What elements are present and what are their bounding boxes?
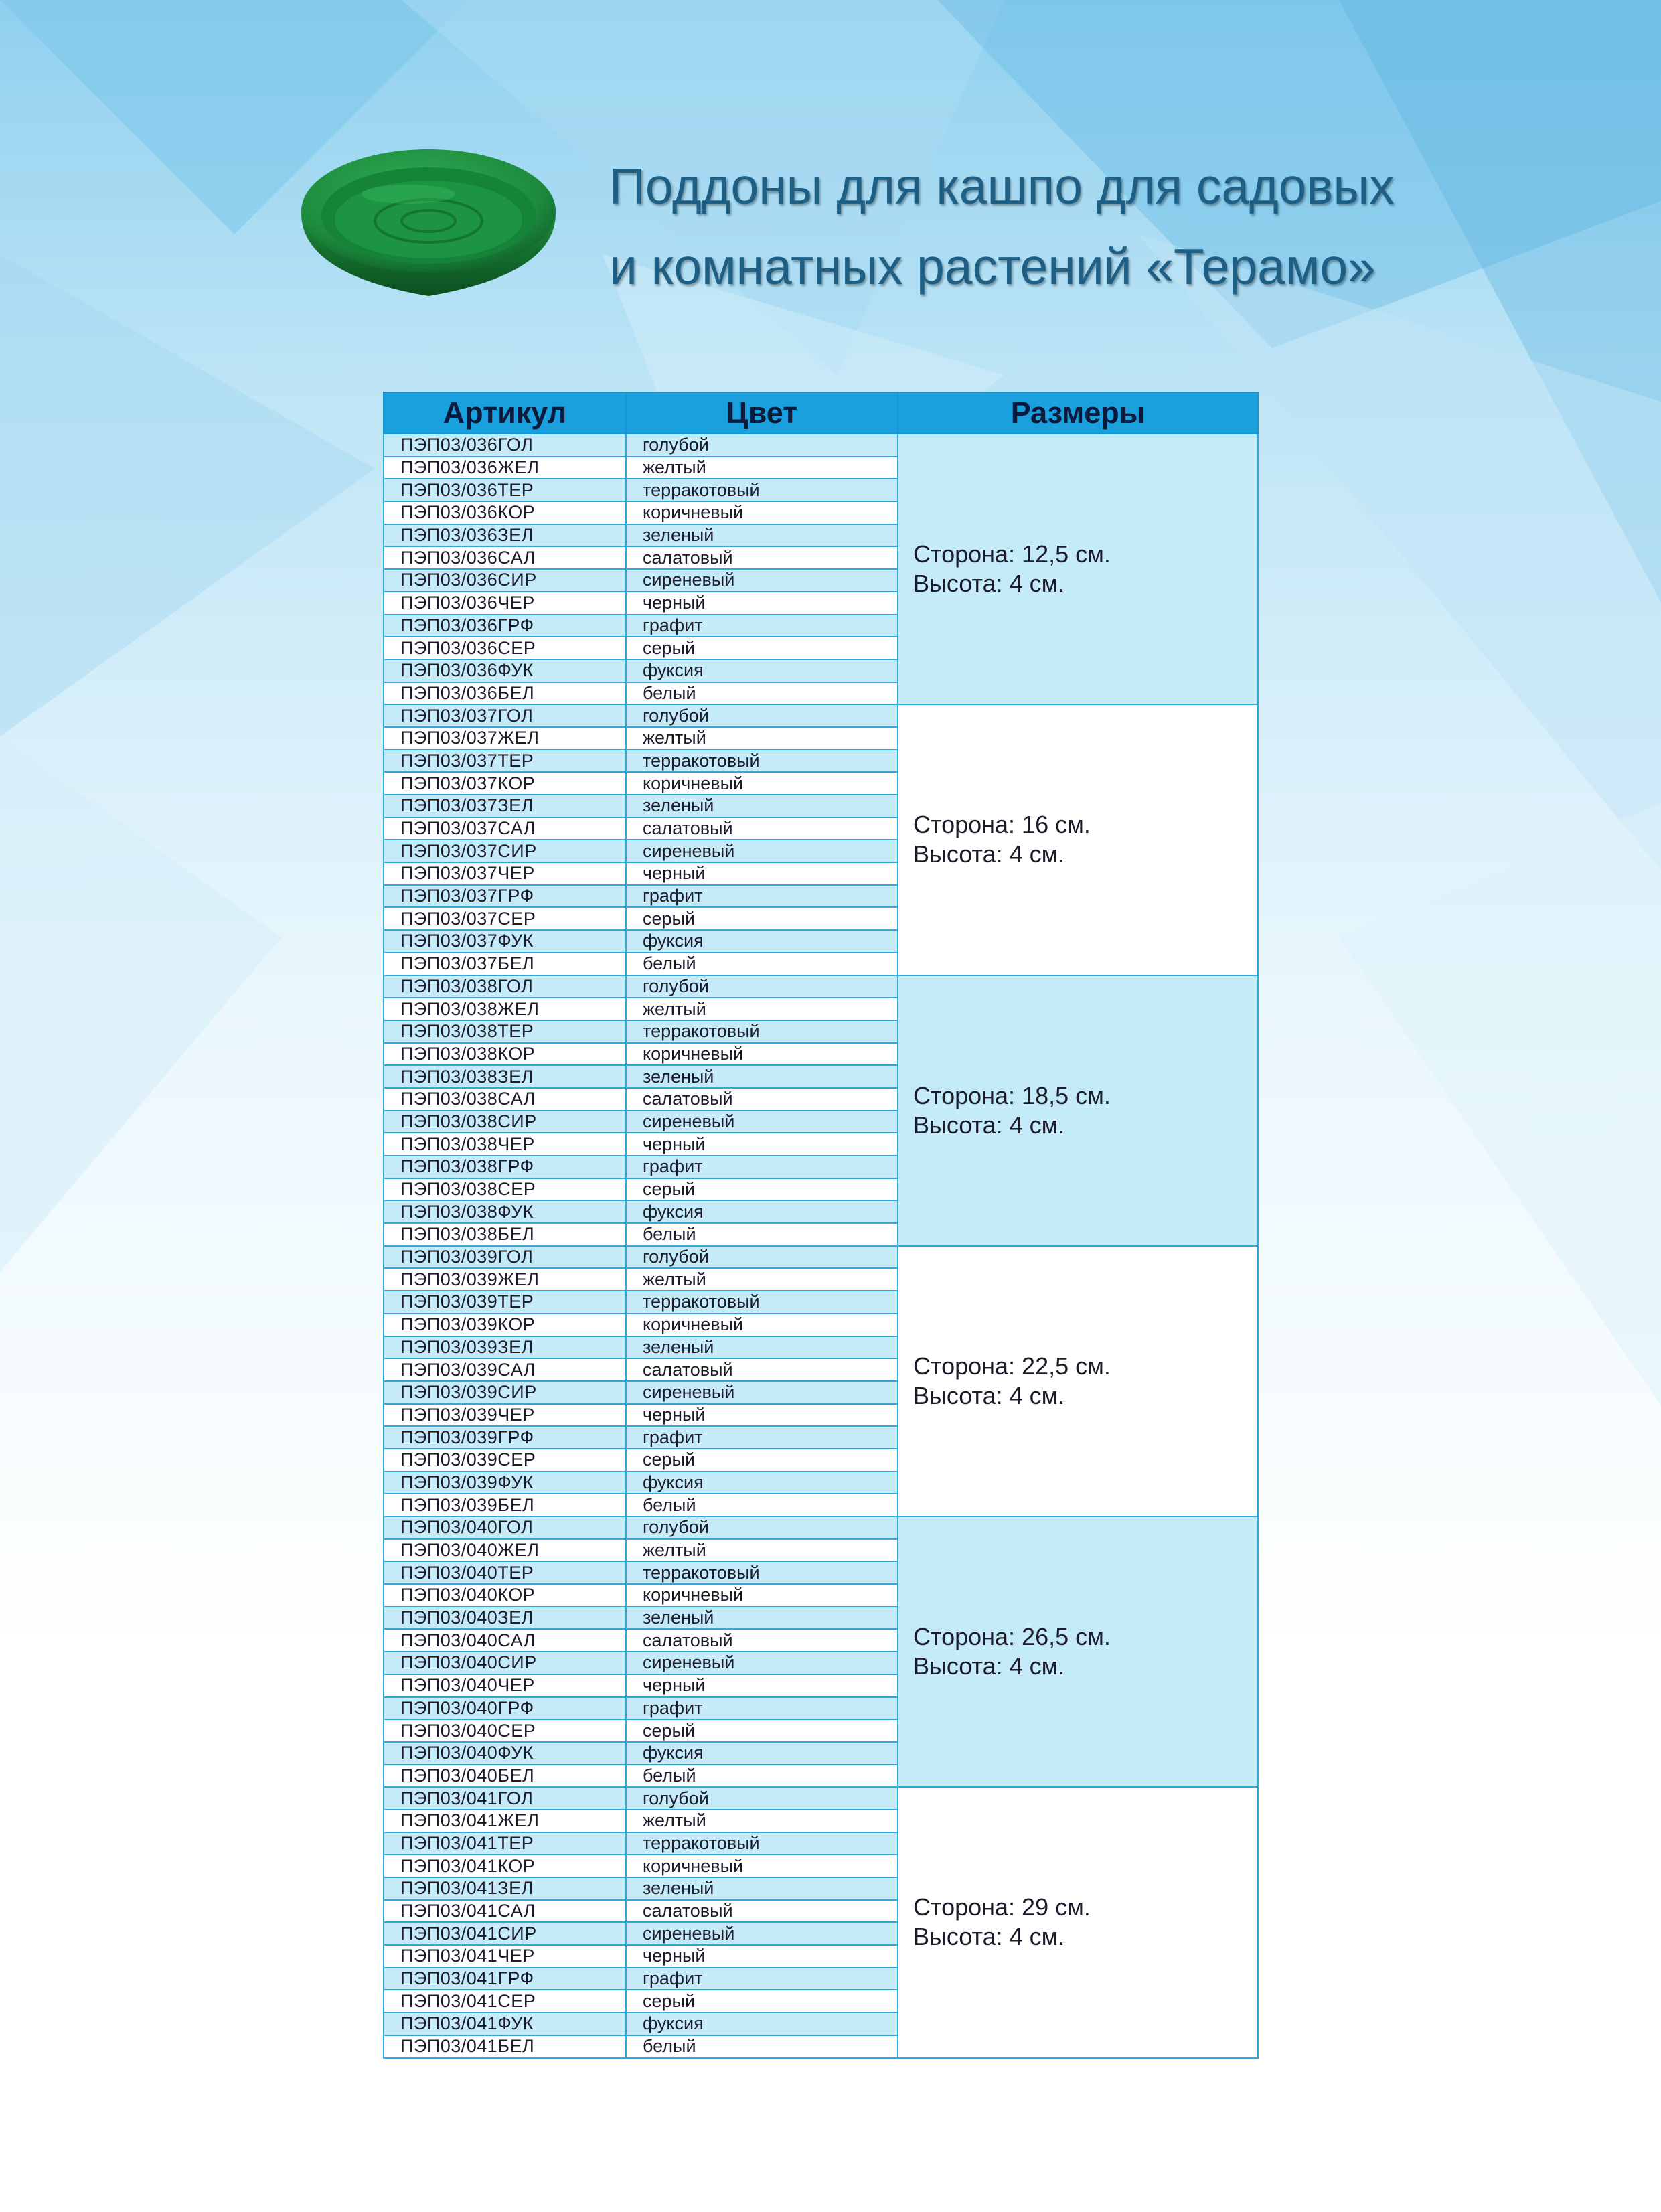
table-row xyxy=(384,1787,1258,1810)
article-cell: ПЭП03/041КОР xyxy=(384,1854,626,1877)
article-cell: ПЭП03/037КОР xyxy=(384,772,626,795)
color-cell: салатовый xyxy=(626,546,898,569)
color-cell: терракотовый xyxy=(626,1020,898,1043)
article-cell: ПЭП03/036ГОЛ xyxy=(384,434,626,457)
size-side: Сторона: 26,5 см. xyxy=(913,1623,1111,1651)
article-cell: ПЭП03/036САЛ xyxy=(384,546,626,569)
table-row xyxy=(384,434,1258,457)
color-cell: графит xyxy=(626,1968,898,1990)
color-cell: черный xyxy=(626,1404,898,1427)
article-cell: ПЭП03/039ФУК xyxy=(384,1472,626,1494)
article-cell: ПЭП03/038ЧЕР xyxy=(384,1133,626,1156)
article-cell: ПЭП03/040ЧЕР xyxy=(384,1674,626,1697)
color-cell: фуксия xyxy=(626,1200,898,1223)
article-cell: ПЭП03/039ГРФ xyxy=(384,1426,626,1449)
article-cell: ПЭП03/038ГОЛ xyxy=(384,975,626,998)
color-cell: голубой xyxy=(626,434,898,457)
color-cell: графит xyxy=(626,1697,898,1720)
article-cell: ПЭП03/039ЗЕЛ xyxy=(384,1336,626,1359)
article-cell: ПЭП03/041СИР xyxy=(384,1922,626,1945)
color-cell: салатовый xyxy=(626,1900,898,1923)
color-cell: терракотовый xyxy=(626,1832,898,1855)
article-cell: ПЭП03/036ТЕР xyxy=(384,479,626,501)
color-cell: коричневый xyxy=(626,1043,898,1066)
size-side: Сторона: 29 см. xyxy=(913,1893,1091,1921)
header-color: Цвет xyxy=(626,392,898,434)
color-cell: сиреневый xyxy=(626,1381,898,1404)
color-cell: желтый xyxy=(626,1268,898,1291)
color-cell: зеленый xyxy=(626,1607,898,1630)
article-cell: ПЭП03/039КОР xyxy=(384,1314,626,1336)
color-cell: терракотовый xyxy=(626,1561,898,1584)
color-cell: сиреневый xyxy=(626,1652,898,1674)
size-side: Сторона: 22,5 см. xyxy=(913,1352,1111,1380)
article-cell: ПЭП03/039СИР xyxy=(384,1381,626,1404)
table-header-row xyxy=(384,392,1258,434)
size-height: Высота: 4 см. xyxy=(913,1111,1065,1139)
article-cell: ПЭП03/037СИР xyxy=(384,840,626,862)
color-cell: зеленый xyxy=(626,1336,898,1359)
color-cell: желтый xyxy=(626,1810,898,1832)
article-cell: ПЭП03/041ФУК xyxy=(384,2012,626,2035)
color-cell: зеленый xyxy=(626,1065,898,1088)
color-cell: серый xyxy=(626,637,898,659)
size-height: Высота: 4 см. xyxy=(913,1923,1065,1951)
size-height: Высота: 4 см. xyxy=(913,840,1065,868)
article-cell: ПЭП03/036ЖЕЛ xyxy=(384,457,626,479)
color-cell: сиреневый xyxy=(626,569,898,592)
color-cell: черный xyxy=(626,1945,898,1968)
article-cell: ПЭП03/040СИР xyxy=(384,1652,626,1674)
color-cell: салатовый xyxy=(626,1358,898,1381)
article-cell: ПЭП03/041ГРФ xyxy=(384,1968,626,1990)
article-cell: ПЭП03/036КОР xyxy=(384,501,626,524)
color-cell: голубой xyxy=(626,1787,898,1810)
color-cell: сиреневый xyxy=(626,1111,898,1133)
color-cell: зеленый xyxy=(626,1877,898,1900)
article-cell: ПЭП03/038БЕЛ xyxy=(384,1223,626,1246)
size-side: Сторона: 16 см. xyxy=(913,811,1091,839)
table-row xyxy=(384,975,1258,998)
article-cell: ПЭП03/037ЧЕР xyxy=(384,862,626,885)
color-cell: зеленый xyxy=(626,524,898,547)
article-cell: ПЭП03/037ГОЛ xyxy=(384,704,626,727)
color-cell: салатовый xyxy=(626,1629,898,1652)
table-row xyxy=(384,1246,1258,1269)
article-cell: ПЭП03/041БЕЛ xyxy=(384,2035,626,2058)
size-side: Сторона: 12,5 см. xyxy=(913,540,1111,568)
article-cell: ПЭП03/037ЖЕЛ xyxy=(384,727,626,750)
color-cell: графит xyxy=(626,885,898,908)
catalog-table xyxy=(383,392,1259,2059)
article-cell: ПЭП03/041ЖЕЛ xyxy=(384,1810,626,1832)
article-cell: ПЭП03/037БЕЛ xyxy=(384,953,626,975)
article-cell: ПЭП03/038СЕР xyxy=(384,1178,626,1201)
article-cell: ПЭП03/038САЛ xyxy=(384,1088,626,1111)
color-cell: терракотовый xyxy=(626,479,898,501)
article-cell: ПЭП03/037ФУК xyxy=(384,930,626,953)
color-cell: терракотовый xyxy=(626,750,898,773)
article-cell: ПЭП03/038КОР xyxy=(384,1043,626,1066)
color-cell: белый xyxy=(626,682,898,705)
size-cell xyxy=(898,1787,1258,2057)
article-cell: ПЭП03/041ЧЕР xyxy=(384,1945,626,1968)
size-cell xyxy=(898,1246,1258,1516)
article-cell: ПЭП03/039САЛ xyxy=(384,1358,626,1381)
color-cell: серый xyxy=(626,1178,898,1201)
color-cell: белый xyxy=(626,1223,898,1246)
color-cell: серый xyxy=(626,907,898,930)
color-cell: зеленый xyxy=(626,795,898,817)
color-cell: фуксия xyxy=(626,930,898,953)
catalog-body xyxy=(384,434,1258,2058)
color-cell: фуксия xyxy=(626,2012,898,2035)
color-cell: фуксия xyxy=(626,1742,898,1765)
color-cell: коричневый xyxy=(626,501,898,524)
color-cell: черный xyxy=(626,1133,898,1156)
color-cell: белый xyxy=(626,1765,898,1788)
article-cell: ПЭП03/040ГОЛ xyxy=(384,1516,626,1539)
table-row xyxy=(384,704,1258,727)
article-cell: ПЭП03/040СЕР xyxy=(384,1719,626,1742)
article-cell: ПЭП03/041ЗЕЛ xyxy=(384,1877,626,1900)
title-line-2: и комнатных растений «Терамо» xyxy=(609,238,1376,295)
article-cell: ПЭП03/039БЕЛ xyxy=(384,1494,626,1516)
article-cell: ПЭП03/038ГРФ xyxy=(384,1156,626,1178)
color-cell: черный xyxy=(626,592,898,615)
color-cell: голубой xyxy=(626,975,898,998)
article-cell: ПЭП03/038ФУК xyxy=(384,1200,626,1223)
size-side: Сторона: 18,5 см. xyxy=(913,1081,1111,1109)
color-cell: голубой xyxy=(626,704,898,727)
color-cell: коричневый xyxy=(626,1314,898,1336)
article-cell: ПЭП03/039СЕР xyxy=(384,1449,626,1472)
article-cell: ПЭП03/036ЧЕР xyxy=(384,592,626,615)
color-cell: коричневый xyxy=(626,1854,898,1877)
color-cell: салатовый xyxy=(626,1088,898,1111)
color-cell: голубой xyxy=(626,1246,898,1269)
article-cell: ПЭП03/036ЗЕЛ xyxy=(384,524,626,547)
article-cell: ПЭП03/040КОР xyxy=(384,1584,626,1607)
saucer-product-image xyxy=(295,141,562,301)
article-cell: ПЭП03/037СЕР xyxy=(384,907,626,930)
article-cell: ПЭП03/039ЖЕЛ xyxy=(384,1268,626,1291)
article-cell: ПЭП03/039ЧЕР xyxy=(384,1404,626,1427)
article-cell: ПЭП03/038ТЕР xyxy=(384,1020,626,1043)
size-cell xyxy=(898,1516,1258,1787)
color-cell: графит xyxy=(626,1426,898,1449)
color-cell: сиреневый xyxy=(626,1922,898,1945)
page-header xyxy=(0,0,1661,375)
article-cell: ПЭП03/040ФУК xyxy=(384,1742,626,1765)
article-cell: ПЭП03/040ГРФ xyxy=(384,1697,626,1720)
color-cell: желтый xyxy=(626,727,898,750)
article-cell: ПЭП03/039ТЕР xyxy=(384,1291,626,1314)
color-cell: белый xyxy=(626,1494,898,1516)
size-height: Высота: 4 см. xyxy=(913,1652,1065,1680)
size-cell xyxy=(898,975,1258,1246)
color-cell: графит xyxy=(626,1156,898,1178)
color-cell: черный xyxy=(626,1674,898,1697)
color-cell: желтый xyxy=(626,998,898,1020)
size-height: Высота: 4 см. xyxy=(913,1381,1065,1409)
article-cell: ПЭП03/037ГРФ xyxy=(384,885,626,908)
article-cell: ПЭП03/038ЖЕЛ xyxy=(384,998,626,1020)
page-title xyxy=(609,146,1395,307)
color-cell: белый xyxy=(626,2035,898,2058)
article-cell: ПЭП03/041ТЕР xyxy=(384,1832,626,1855)
article-cell: ПЭП03/040БЕЛ xyxy=(384,1765,626,1788)
article-cell: ПЭП03/036СЕР xyxy=(384,637,626,659)
color-cell: белый xyxy=(626,953,898,975)
article-cell: ПЭП03/040ЖЕЛ xyxy=(384,1539,626,1562)
article-cell: ПЭП03/036СИР xyxy=(384,569,626,592)
color-cell: сиреневый xyxy=(626,840,898,862)
article-cell: ПЭП03/039ГОЛ xyxy=(384,1246,626,1269)
color-cell: серый xyxy=(626,1449,898,1472)
article-cell: ПЭП03/041ГОЛ xyxy=(384,1787,626,1810)
article-cell: ПЭП03/038СИР xyxy=(384,1111,626,1133)
article-cell: ПЭП03/036ГРФ xyxy=(384,615,626,637)
color-cell: голубой xyxy=(626,1516,898,1539)
article-cell: ПЭП03/040ТЕР xyxy=(384,1561,626,1584)
title-line-1: Поддоны для кашпо для садовых xyxy=(609,158,1395,214)
color-cell: салатовый xyxy=(626,817,898,840)
article-cell: ПЭП03/040ЗЕЛ xyxy=(384,1607,626,1630)
article-cell: ПЭП03/036ФУК xyxy=(384,659,626,682)
article-cell: ПЭП03/041САЛ xyxy=(384,1900,626,1923)
article-cell: ПЭП03/038ЗЕЛ xyxy=(384,1065,626,1088)
header-sizes: Размеры xyxy=(898,392,1258,434)
article-cell: ПЭП03/040САЛ xyxy=(384,1629,626,1652)
color-cell: терракотовый xyxy=(626,1291,898,1314)
color-cell: коричневый xyxy=(626,1584,898,1607)
table-row xyxy=(384,1516,1258,1539)
color-cell: серый xyxy=(626,1990,898,2012)
color-cell: графит xyxy=(626,615,898,637)
header-article: Артикул xyxy=(384,392,626,434)
color-cell: фуксия xyxy=(626,659,898,682)
size-height: Высота: 4 см. xyxy=(913,570,1065,598)
article-cell: ПЭП03/037САЛ xyxy=(384,817,626,840)
color-cell: желтый xyxy=(626,1539,898,1562)
article-cell: ПЭП03/041СЕР xyxy=(384,1990,626,2012)
color-cell: фуксия xyxy=(626,1472,898,1494)
article-cell: ПЭП03/037ТЕР xyxy=(384,750,626,773)
color-cell: черный xyxy=(626,862,898,885)
color-cell: серый xyxy=(626,1719,898,1742)
color-cell: коричневый xyxy=(626,772,898,795)
size-cell xyxy=(898,434,1258,704)
article-cell: ПЭП03/037ЗЕЛ xyxy=(384,795,626,817)
article-cell: ПЭП03/036БЕЛ xyxy=(384,682,626,705)
size-cell xyxy=(898,704,1258,975)
color-cell: желтый xyxy=(626,457,898,479)
